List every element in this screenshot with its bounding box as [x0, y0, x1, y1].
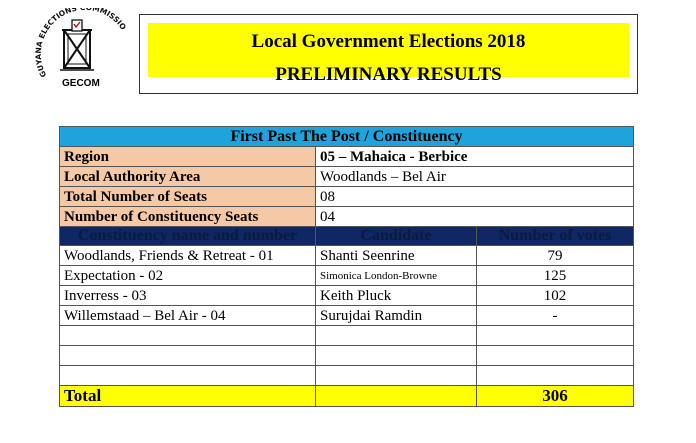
- info-label: Number of Constituency Seats: [60, 207, 316, 227]
- info-row-total-seats: [60, 187, 634, 207]
- candidate-cell: Shanti Seenrine: [316, 246, 477, 266]
- info-row-constituency-seats: [60, 207, 634, 227]
- column-header-candidate: Candidate: [316, 227, 477, 246]
- table-title-row: [60, 127, 634, 147]
- info-label: Total Number of Seats: [60, 187, 316, 207]
- table-row: [60, 286, 634, 306]
- total-row: [60, 386, 634, 407]
- empty-row: [60, 326, 634, 346]
- header-title: Local Government Elections 2018: [251, 31, 526, 52]
- info-label: Local Authority Area: [60, 167, 316, 187]
- candidate-cell: Keith Pluck: [316, 286, 477, 306]
- table-row: [60, 266, 634, 286]
- gecom-abbreviation: GECOM: [62, 78, 100, 89]
- header-box: [139, 14, 638, 94]
- table-row: [60, 246, 634, 266]
- empty-row: [60, 366, 634, 386]
- table-row: [60, 306, 634, 326]
- info-value: Woodlands – Bel Air: [316, 167, 634, 187]
- candidate-cell: Surujdai Ramdin: [316, 306, 477, 326]
- column-header-votes: Number of votes: [477, 227, 634, 246]
- constituency-cell: Expectation - 02: [60, 266, 316, 286]
- total-label: Total: [60, 386, 316, 407]
- column-header-constituency: Constituency name and number: [60, 227, 316, 246]
- header-subtitle: PRELIMINARY RESULTS: [275, 64, 502, 85]
- candidate-cell: Simonica London-Browne: [316, 266, 477, 286]
- votes-cell: -: [477, 306, 634, 326]
- total-votes: 306: [477, 386, 634, 407]
- votes-cell: 125: [477, 266, 634, 286]
- constituency-cell: Inverress - 03: [60, 286, 316, 306]
- total-spacer: [316, 386, 477, 407]
- info-row-region: [60, 147, 634, 167]
- gecom-logo: [34, 8, 130, 98]
- column-header-row: [60, 227, 634, 246]
- info-row-local-authority: [60, 167, 634, 187]
- votes-cell: 102: [477, 286, 634, 306]
- info-value: 04: [316, 207, 634, 227]
- table-title: First Past The Post / Constituency: [60, 127, 634, 147]
- svg-text:GUYANA ELECTIONS COMMISSION: GUYANA ELECTIONS MMISSIO: [34, 8, 128, 79]
- constituency-cell: Willemstaad – Bel Air - 04: [60, 306, 316, 326]
- info-value: 08: [316, 187, 634, 207]
- constituency-cell: Woodlands, Friends & Retreat - 01: [60, 246, 316, 266]
- info-label: Region: [60, 147, 316, 167]
- empty-row: [60, 346, 634, 366]
- info-value: 05 – Mahaica - Berbice: [316, 147, 634, 167]
- results-table: [59, 126, 634, 407]
- votes-cell: 79: [477, 246, 634, 266]
